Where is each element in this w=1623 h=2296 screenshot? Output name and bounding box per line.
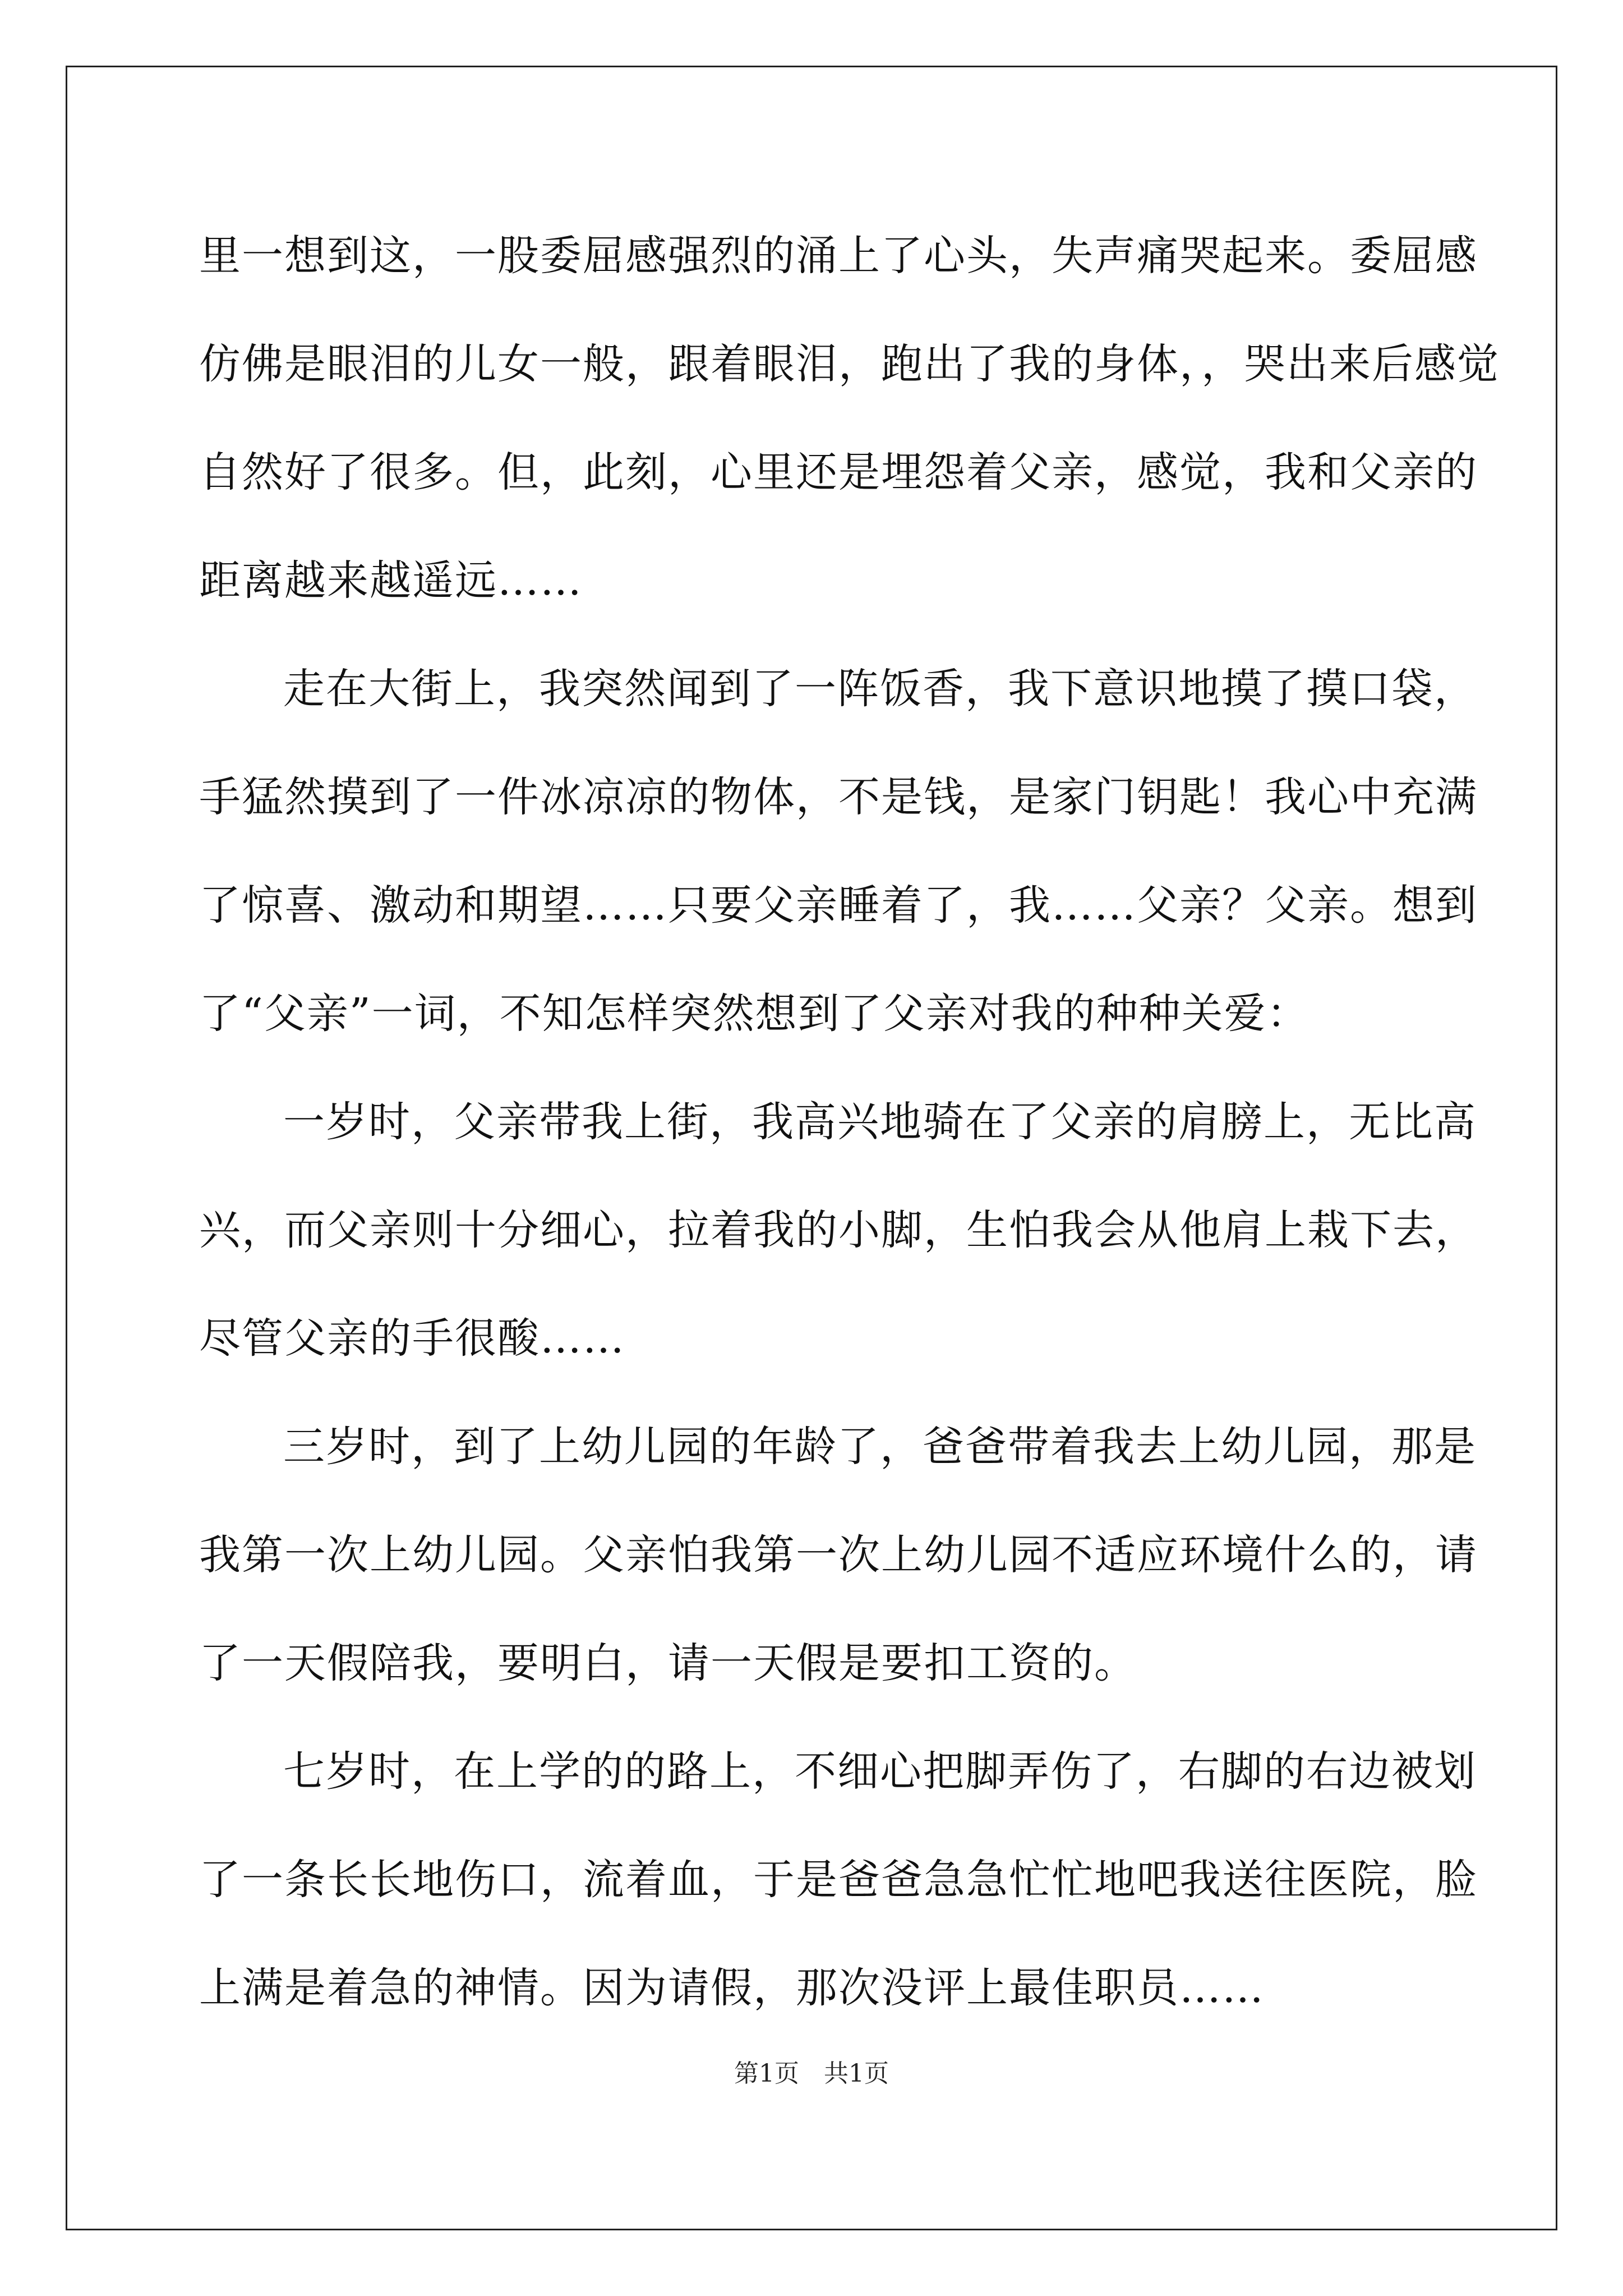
text-line: 自然好了很多。但，此刻，心里还是埋怨着父亲，感觉，我和父亲的: [199, 448, 1478, 496]
text-line: 了惊喜、激动和期望……只要父亲睡着了，我……父亲？父亲。想到: [199, 881, 1478, 930]
document-body: [199, 202, 1500, 2042]
text-line: 里一想到这，一股委屈感强烈的涌上了心头，失声痛哭起来。委屈感: [199, 232, 1478, 280]
text-line: 仿佛是眼泪的儿女一般，跟着眼泪，跑出了我的身体，，哭出来后感觉: [199, 340, 1500, 388]
text-line: 兴，而父亲则十分细心，拉着我的小脚，生怕我会从他肩上栽下去，: [199, 1206, 1478, 1254]
paragraph-first-line: 一岁时，父亲带我上街，我高兴地骑在了父亲的肩膀上，无比高: [283, 1098, 1477, 1146]
text-line: 了一天假陪我，要明白，请一天假是要扣工资的。: [199, 1639, 1137, 1687]
text-line: 手猛然摸到了一件冰凉凉的物体，不是钱，是家门钥匙！我心中充满: [199, 773, 1478, 821]
page-footer: [0, 2053, 1623, 2089]
paragraph-first-line: 七岁时，在上学的的路上，不细心把脚弄伤了，右脚的右边被划: [283, 1747, 1477, 1796]
text-line: 我第一次上幼儿园。父亲怕我第一次上幼儿园不适应环境什么的，请: [199, 1531, 1478, 1579]
paragraph-first-line: 走在大街上，我突然闻到了一阵饭香，我下意识地摸了摸口袋，: [283, 665, 1477, 713]
text-line: 了一条长长地伤口，流着血，于是爸爸急急忙忙地吧我送往医院，脸: [199, 1856, 1478, 1904]
page-number-label: 第1页 共1页: [734, 2059, 889, 2088]
text-line: 距离越来越遥远……: [199, 556, 583, 605]
text-line: 上满是着急的神情。因为请假，那次没评上最佳职员……: [199, 1964, 1265, 2012]
text-line: 尽管父亲的手很酸……: [199, 1314, 625, 1363]
text-line: 了“父亲”一词，不知怎样突然想到了父亲对我的种种关爱：: [199, 990, 1310, 1038]
paragraph-first-line: 三岁时，到了上幼儿园的年龄了，爸爸带着我去上幼儿园，那是: [283, 1423, 1477, 1471]
